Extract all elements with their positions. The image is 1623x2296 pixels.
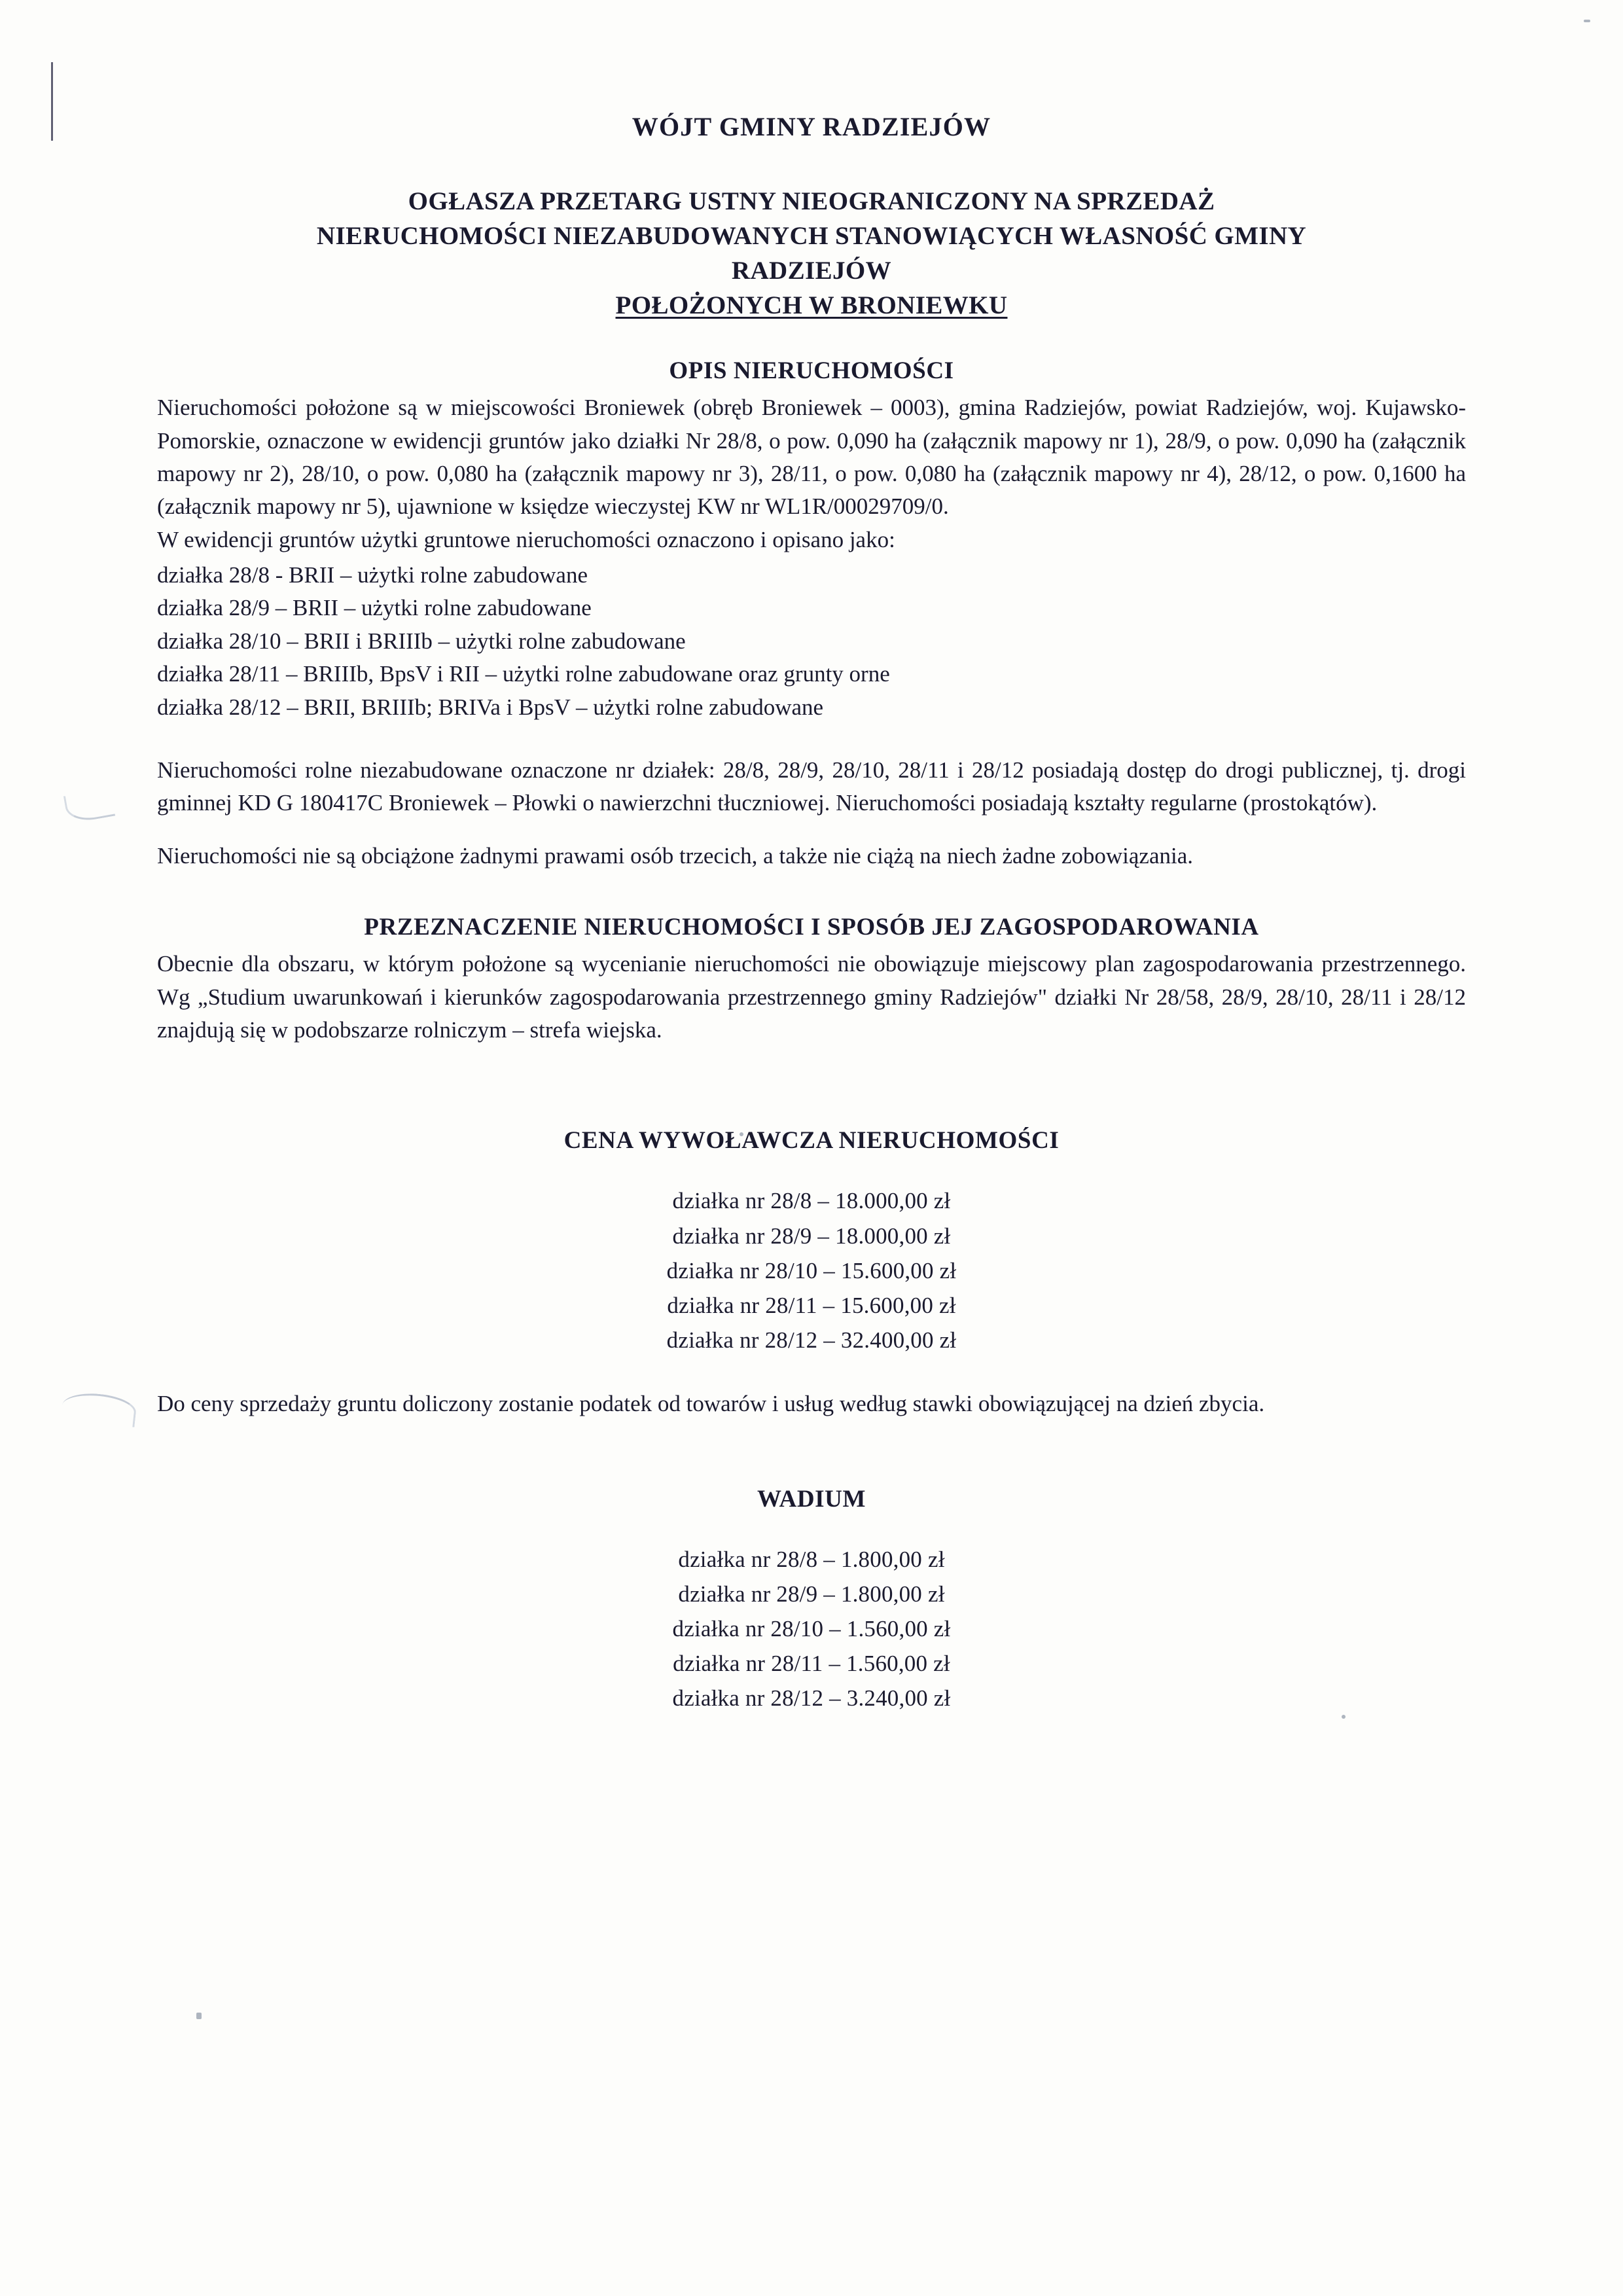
price-item: działka nr 28/11 – 15.600,00 zł (667, 1292, 956, 1318)
price-item: działka nr 28/8 – 18.000,00 zł (672, 1188, 951, 1214)
opis-paragraph-2: W ewidencji gruntów użytki gruntowe nieruchomości oznaczono i opisano jako: (157, 526, 895, 552)
opis-paragraph-1: Nieruchomości położone są w miejscowości Broniewek (obręb Broniewek – 0003), gmina Radziejów, powiat Radziejów, woj. Kujawsko-Pomorskie, oznaczone w ewidencji gruntów jako działki Nr 28/8, o pow. 0,090 ha (załącznik mapowy nr 1), 28/9, o pow. 0,090 ha (załącznik mapowy nr 2), 28/10, o pow. 0,080 ha (załącznik mapowy nr 3), 28/11, o pow. 0,080 ha (załącznik mapowy nr 4), 28/12, o pow. 0,1600 ha (załącznik mapowy nr 5), ujawnione w księdze wieczystej KW nr WL1R/00029709/0. (157, 395, 1466, 520)
wadium-item: działka nr 28/8 – 1.800,00 zł (678, 1546, 945, 1572)
scan-speck (196, 2013, 202, 2019)
wadium-item: działka nr 28/12 – 3.240,00 zł (672, 1685, 951, 1712)
scan-smudge-artifact (63, 788, 115, 824)
scan-edge-artifact (51, 62, 53, 141)
list-item: działka 28/12 – BRII, BRIIIb; BRIVa i BpsV – użytki rolne zabudowane (157, 694, 824, 720)
cena-list (157, 1183, 1466, 1357)
price-item: działka nr 28/12 – 32.400,00 zł (666, 1327, 957, 1354)
list-item: działka 28/11 – BRIIIb, BpsV i RII – użytki rolne zabudowane oraz grunty orne (157, 661, 890, 687)
subtitle-line-4: POŁOŻONYCH W BRONIEWKU (615, 291, 1008, 320)
scan-speck (1584, 20, 1590, 22)
wadium-item: działka nr 28/9 – 1.800,00 zł (678, 1581, 945, 1607)
opis-paragraph-4: Nieruchomości nie są obciążone żadnymi prawami osób trzecich, a także nie ciążą na niech żadne zobowiązania. (157, 842, 1193, 869)
cena-note: Do ceny sprzedaży gruntu doliczony zostanie podatek od towarów i usług według stawki obowiązującej na dzień zbycia. (157, 1391, 1265, 1417)
list-item: działka 28/10 – BRII i BRIIIb – użytki rolne zabudowane (157, 628, 686, 654)
document-content (157, 111, 1466, 1716)
wadium-item: działka nr 28/10 – 1.560,00 zł (672, 1616, 951, 1642)
list-item: działka 28/9 – BRII – użytki rolne zabudowane (157, 595, 592, 621)
document-subtitle (157, 184, 1466, 323)
scan-smudge-artifact (61, 1390, 137, 1427)
section-heading-wadium: WADIUM (757, 1485, 866, 1513)
price-item: działka nr 28/10 – 15.600,00 zł (666, 1257, 957, 1283)
wadium-item: działka nr 28/11 – 1.560,00 zł (673, 1651, 950, 1677)
subtitle-line-1: OGŁASZA PRZETARG USTNY NIEOGRANICZONY NA SPRZEDAŻ (408, 187, 1215, 215)
page-title: WÓJT GMINY RADZIEJÓW (632, 112, 991, 141)
price-item: działka nr 28/9 – 18.000,00 zł (672, 1223, 951, 1249)
list-item: działka 28/8 - BRII – użytki rolne zabudowane (157, 562, 588, 588)
section-heading-cena: CENA WYWOŁAWCZA NIERUCHOMOŚCI (563, 1127, 1060, 1155)
przeznaczenie-paragraph-1: Obecnie dla obszaru, w którym położone są wycenianie nieruchomości nie obowiązuje miejscowy plan zagospodarowania przestrzennego. Wg „Studium uwarunkowań i kierunków zagospodarowania przestrzennego gminy Radziejów" działki Nr 28/58, 28/9, 28/10, 28/11 i 28/12 znajdują się w podobszarze rolniczym – strefa wiejska. (157, 951, 1466, 1043)
wadium-list (157, 1542, 1466, 1716)
subtitle-line-3: RADZIEJÓW (731, 257, 892, 285)
section-heading-przeznaczenie: PRZEZNACZENIE NIERUCHOMOŚCI I SPOSÓB JEJ ZAGOSPODAROWANIA (364, 914, 1259, 941)
subtitle-line-2: NIERUCHOMOŚCI NIEZABUDOWANYCH STANOWIĄCYCH WŁASNOŚĆ GMINY (316, 222, 1307, 251)
section-heading-opis: OPIS NIERUCHOMOŚCI (669, 357, 954, 385)
uzytki-list (157, 559, 1466, 724)
opis-paragraph-3: Nieruchomości rolne niezabudowane oznaczone nr działek: 28/8, 28/9, 28/10, 28/11 i 28/12 posiadają dostęp do drogi publicznej, tj. drogi gminnej KD G 180417C Broniewek – Płowki o nawierzchni tłuczniowej. Nieruchomości posiadają kształty regularne (prostokątów). (157, 757, 1466, 816)
